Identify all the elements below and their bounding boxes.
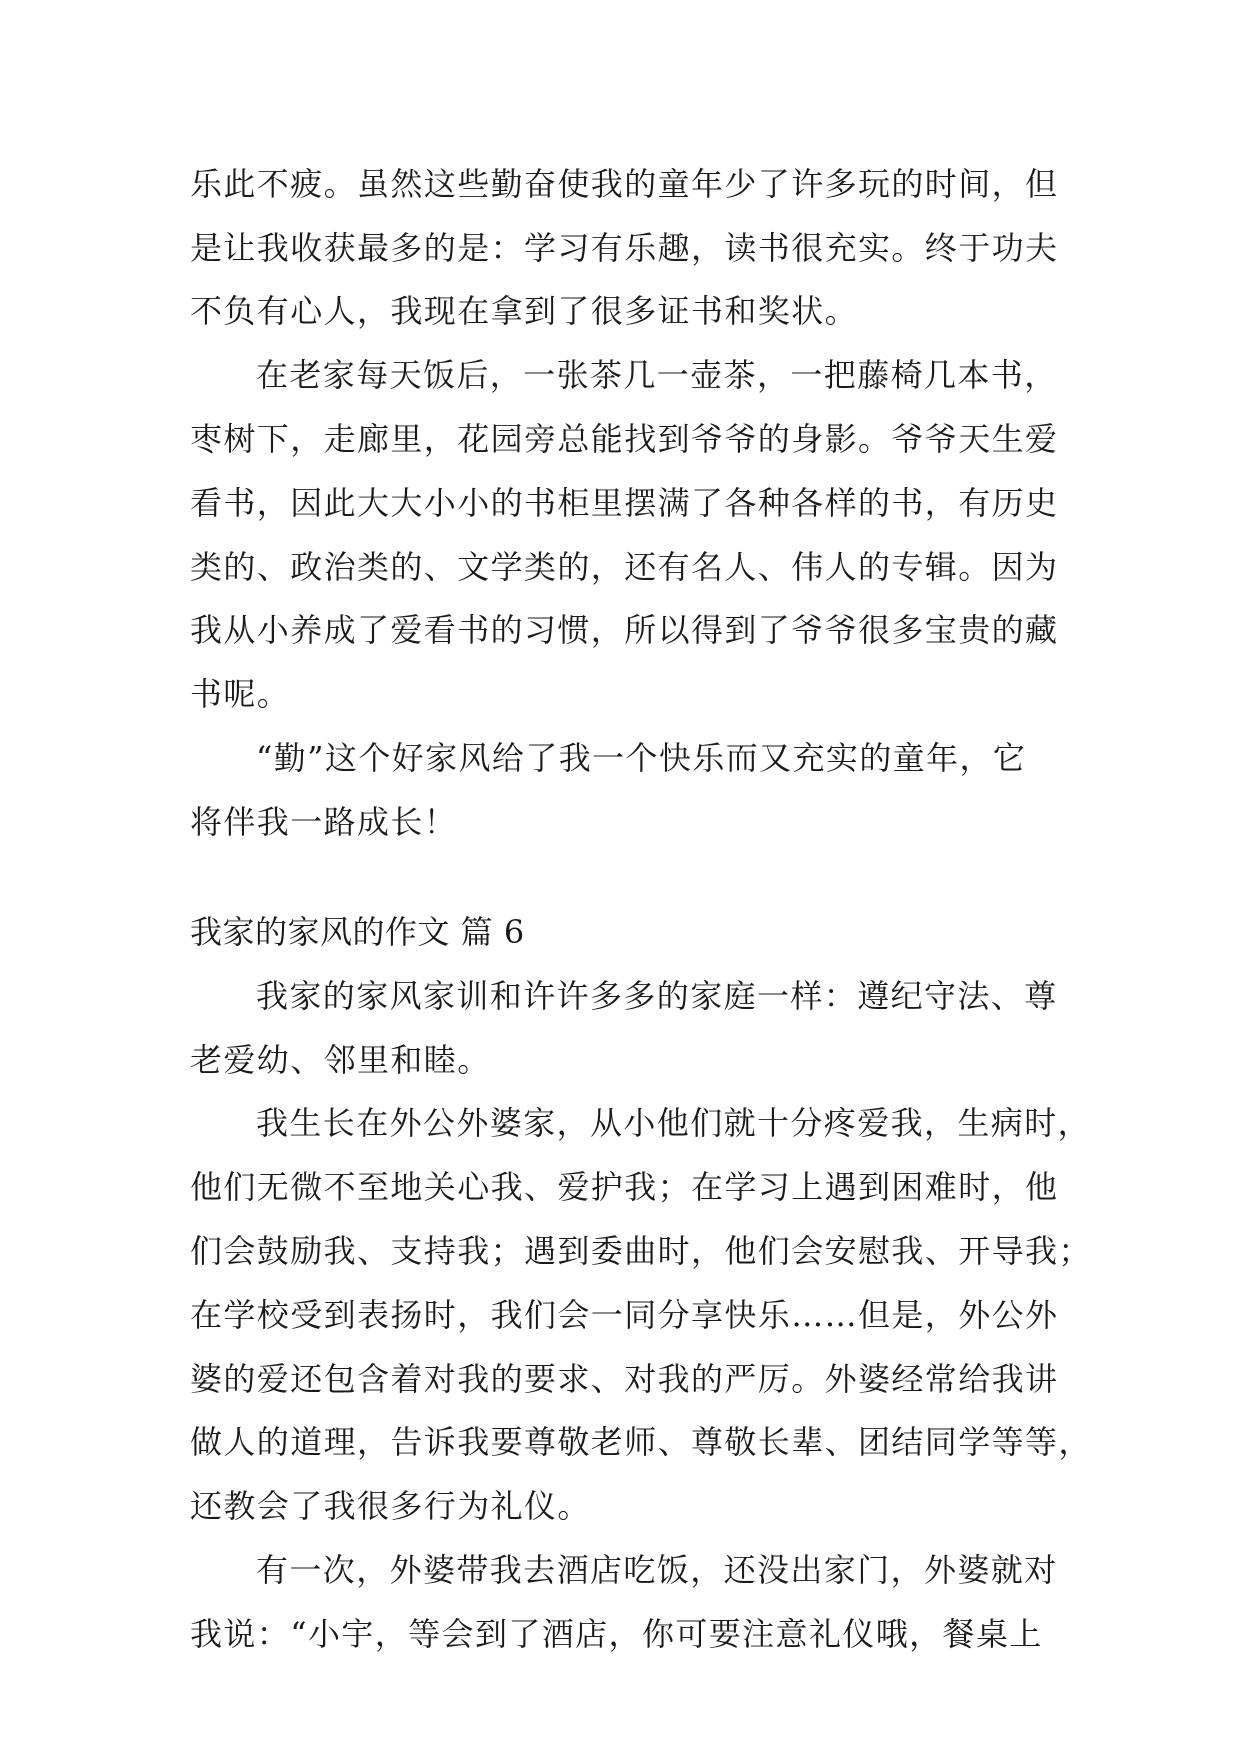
paragraph-start-line: “勤”这个好家风给了我一个快乐而又充实的童年，它	[256, 739, 1027, 777]
text-line: 还教会了我很多行为礼仪。	[190, 1487, 591, 1525]
text-line: 书呢。	[190, 675, 291, 713]
text-line: 老爱幼、邻里和睦。	[190, 1041, 491, 1079]
text-line: 不负有心人，我现在拿到了很多证书和奖状。	[190, 292, 859, 330]
text-line: 我说：“小宇，等会到了酒店，你可要注意礼仪哦，餐桌上	[190, 1615, 1043, 1653]
text-line: 做人的道理，告诉我要尊敬老师、尊敬长辈、团结同学等等，	[190, 1423, 1092, 1461]
paragraph-start-line: 我生长在外公外婆家，从小他们就十分疼爱我，生病时，	[256, 1104, 1092, 1142]
text-line: 类的、政治类的、文学类的，还有名人、伟人的专辑。因为	[190, 548, 1059, 586]
text-line: 他们无微不至地关心我、爱护我；在学习上遇到困难时，他	[190, 1168, 1059, 1206]
paragraph-start-line: 在老家每天饭后，一张茶几一壶茶，一把藤椅几本书，	[256, 356, 1058, 394]
paragraph-start-line: 有一次，外婆带我去酒店吃饭，还没出家门，外婆就对	[256, 1551, 1058, 1589]
text-line: 在学校受到表扬时，我们会一同分享快乐……但是，外公外	[190, 1296, 1059, 1334]
text-line: 们会鼓励我、支持我；遇到委曲时，他们会安慰我、开导我；	[190, 1232, 1092, 1270]
paragraph-start-line: 我家的家风家训和许许多多的家庭一样：遵纪守法、尊	[256, 977, 1058, 1015]
section-title: 我家的家风的作文 篇 6	[190, 913, 525, 951]
text-line: 枣树下，走廊里，花园旁总能找到爷爷的身影。爷爷天生爱	[190, 420, 1059, 458]
text-line: 乐此不疲。虽然这些勤奋使我的童年少了许多玩的时间，但	[190, 165, 1059, 203]
text-line: 看书，因此大大小小的书柜里摆满了各种各样的书，有历史	[190, 484, 1059, 522]
text-line: 我从小养成了爱看书的习惯，所以得到了爷爷很多宝贵的藏	[190, 611, 1059, 649]
text-line: 婆的爱还包含着对我的要求、对我的严厉。外婆经常给我讲	[190, 1360, 1059, 1398]
text-line: 将伴我一路成长！	[190, 803, 458, 841]
text-line: 是让我收获最多的是：学习有乐趣，读书很充实。终于功夫	[190, 229, 1059, 267]
